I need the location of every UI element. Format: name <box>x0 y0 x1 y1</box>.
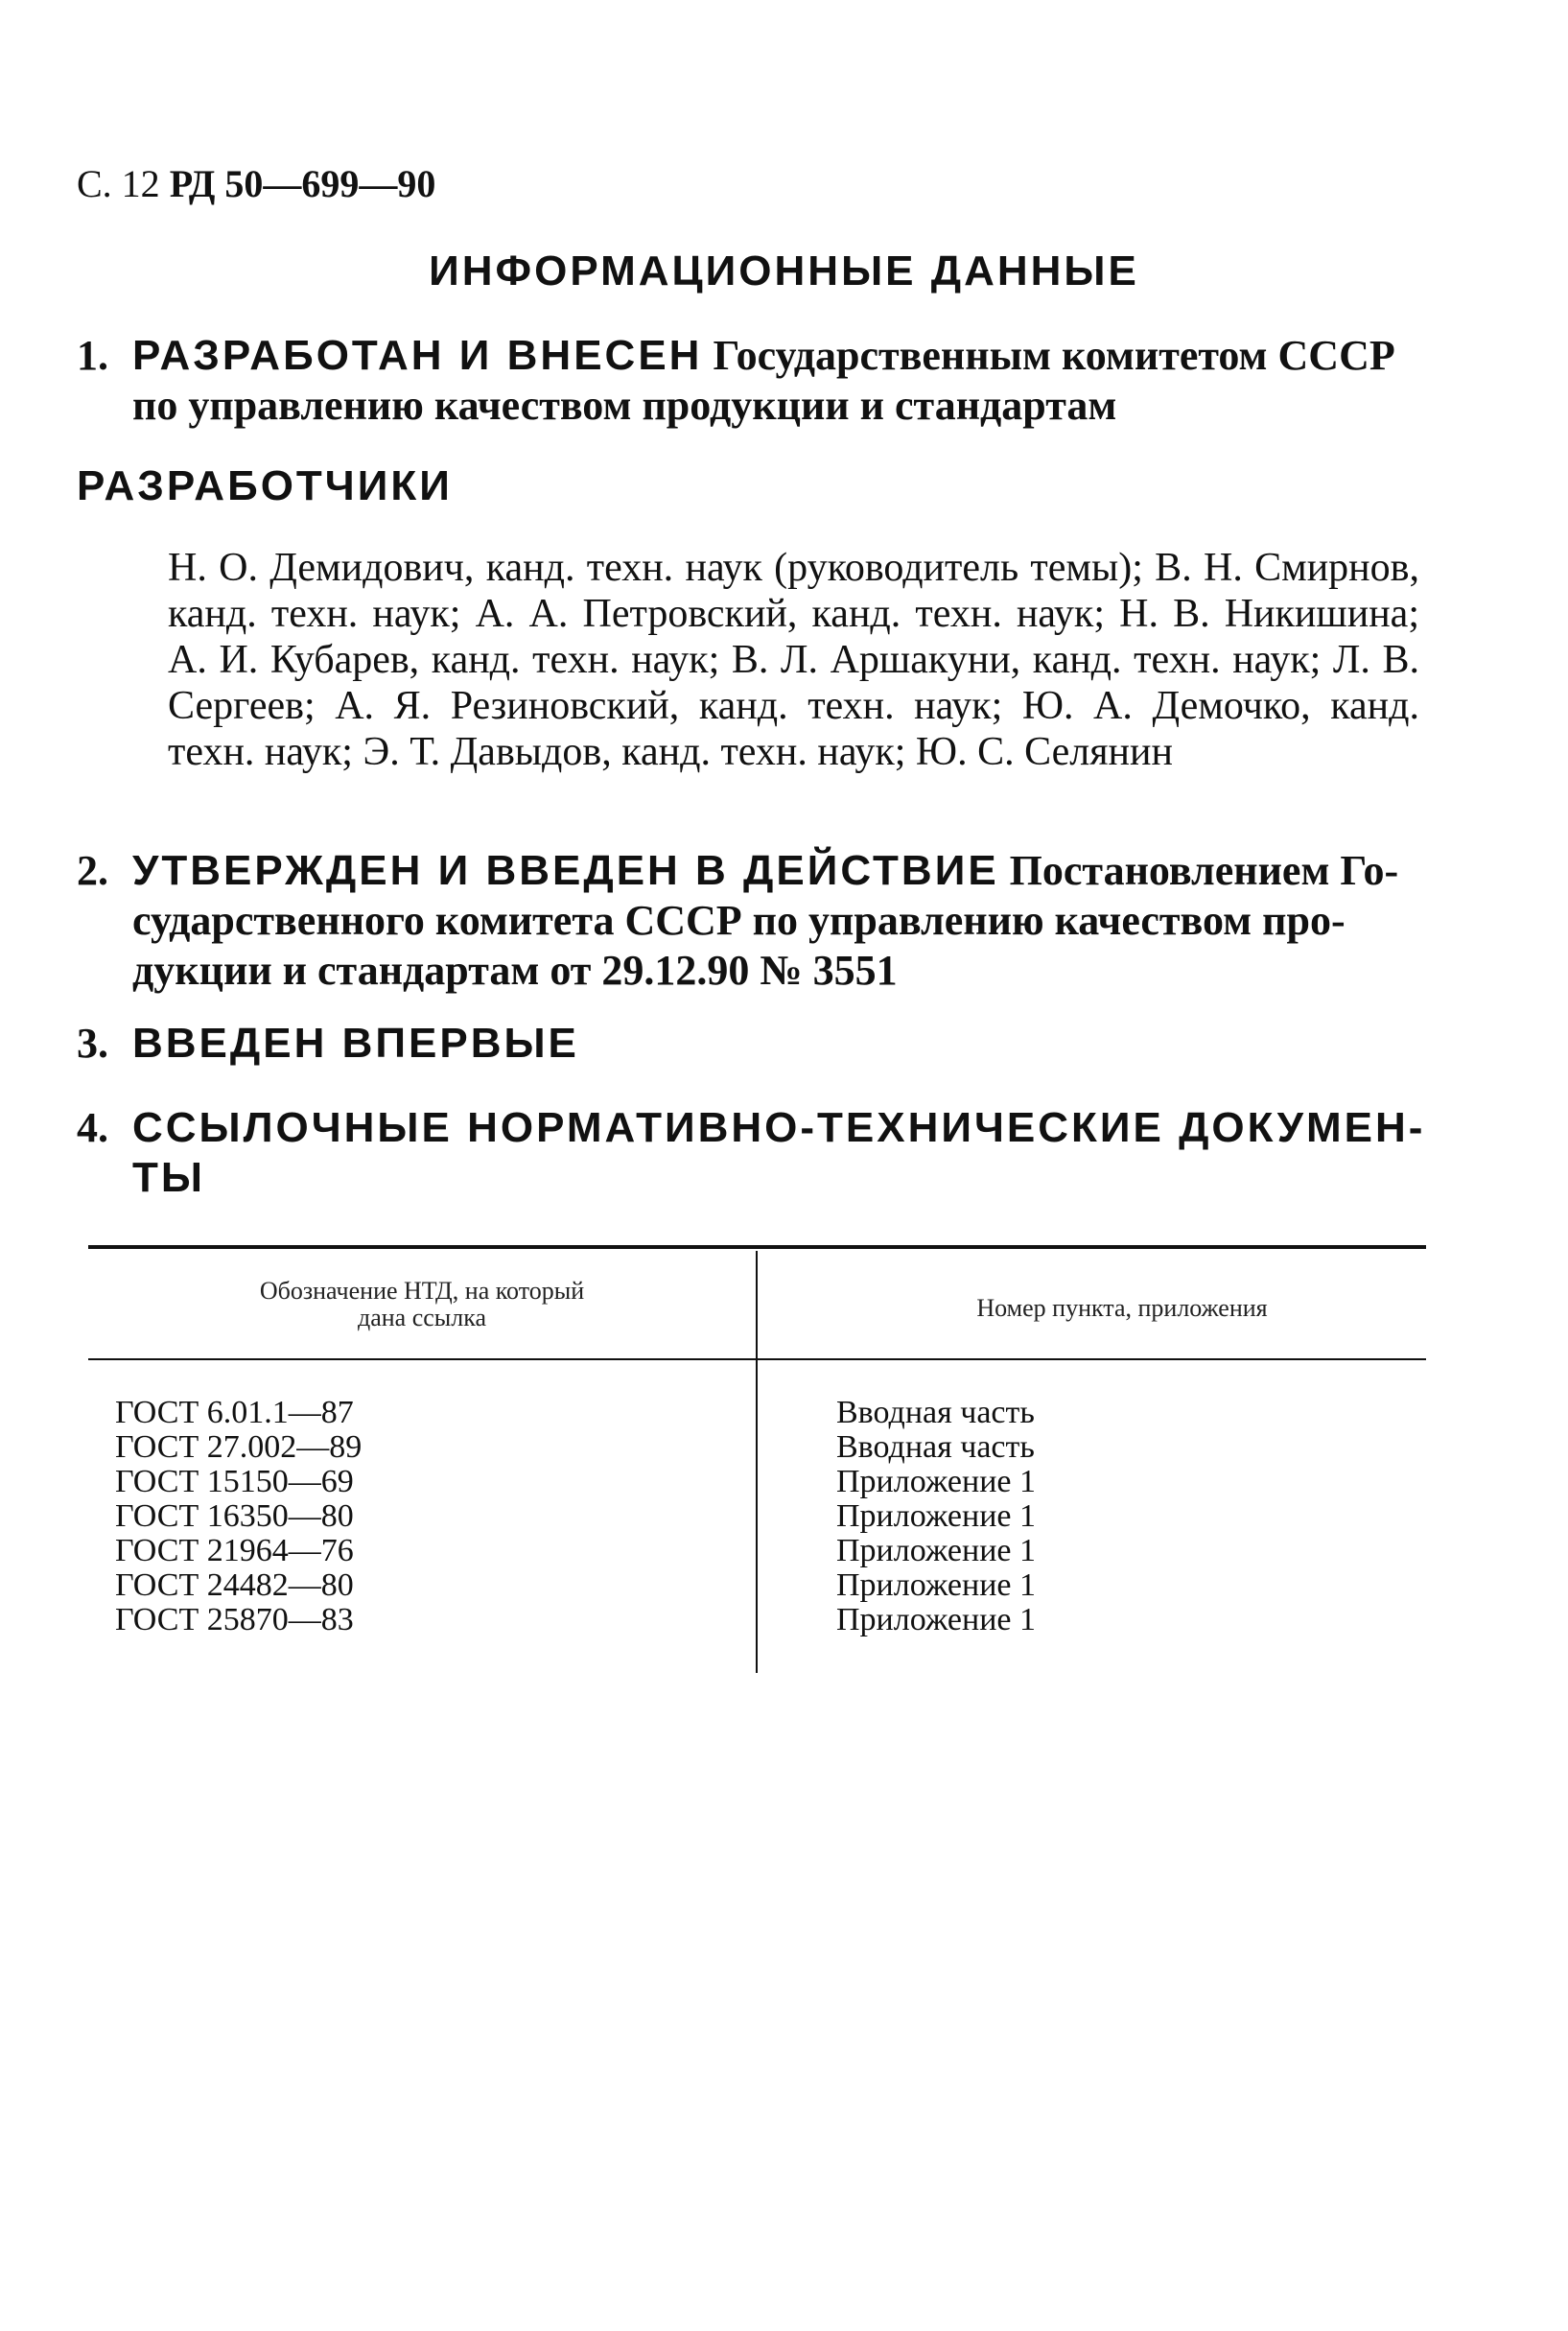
section-2-line3: дукции и стандартам от 29.12.90 № 3551 <box>132 947 898 994</box>
section-2-line2: сударственного комитета СССР по управлению качеством про- <box>132 897 1346 944</box>
table-row-ref: Приложение 1 <box>836 1602 1036 1637</box>
section-3-caps: ВВЕДЕН ВПЕРВЫЕ <box>132 1020 579 1067</box>
section-1 <box>77 331 1439 431</box>
table-top-rule <box>88 1245 1426 1249</box>
table-row-doc: ГОСТ 25870—83 <box>115 1602 354 1637</box>
table-row-ref: Вводная часть <box>836 1429 1035 1465</box>
section-4-caps-line1: ССЫЛОЧНЫЕ НОРМАТИВНО-ТЕХНИЧЕСКИЕ ДОКУМЕН- <box>132 1104 1426 1151</box>
section-2 <box>77 846 1439 996</box>
section-1-number: 1. <box>77 332 108 379</box>
table-row-doc: ГОСТ 24482—80 <box>115 1567 354 1603</box>
document-code: РД 50—699—90 <box>169 162 436 205</box>
table-column-divider <box>756 1251 758 1673</box>
section-1-text: Государственным комитетом СССР <box>702 332 1395 379</box>
table-col2-header: Номер пункта, приложения <box>976 1294 1268 1322</box>
table-row-doc: ГОСТ 16350—80 <box>115 1498 354 1534</box>
section-2-number: 2. <box>77 847 108 894</box>
section-4-number: 4. <box>77 1104 108 1151</box>
section-3 <box>77 1019 1439 1069</box>
section-1-caps: РАЗРАБОТАН И ВНЕСЕН <box>132 332 703 379</box>
section-2-line1: Постановлением Го- <box>998 847 1399 894</box>
page-number: С. 12 <box>77 162 160 205</box>
developers-list: Н. О. Демидович, канд. техн. наук (руководитель темы); В. Н. Смирнов, канд. техн. наук; А. А. Петровский, канд. техн. наук; Н. В. Никишина; А. И. Кубарев, канд. техн. наук; В. Л. Аршакуни, канд. техн. наук; Л. В. Сергеев; А. Я. Резиновский, канд. техн. наук; Ю. А. Демочко, канд. техн. наук; Э. Т. Давыдов, канд. техн. наук; Ю. С. Селянин <box>168 546 1419 774</box>
table-col1-values <box>115 1396 690 1637</box>
table-row-doc: ГОСТ 27.002—89 <box>115 1429 363 1465</box>
page-header <box>77 161 435 206</box>
developers-heading: РАЗРАБОТЧИКИ <box>77 462 453 509</box>
section-2-caps: УТВЕРЖДЕН И ВВЕДЕН В ДЕЙСТВИЕ <box>132 847 999 894</box>
table-col2-values <box>836 1396 1316 1637</box>
page-title: ИНФОРМАЦИОННЫЕ ДАННЫЕ <box>429 247 1139 294</box>
table-col1-header: Обозначение НТД, на который дана ссылка <box>259 1277 585 1331</box>
table-row-doc: ГОСТ 15150—69 <box>115 1464 354 1499</box>
table-row-ref: Приложение 1 <box>836 1533 1036 1568</box>
section-4 <box>77 1103 1439 1203</box>
section-1-text-line2: по управлению качеством продукции и стандартам <box>132 382 1117 429</box>
table-row-ref: Приложение 1 <box>836 1567 1036 1603</box>
table-row-ref: Приложение 1 <box>836 1498 1036 1534</box>
section-4-caps-line2: ТЫ <box>132 1154 205 1201</box>
table-row-ref: Вводная часть <box>836 1395 1035 1430</box>
table-row-doc: ГОСТ 6.01.1—87 <box>115 1395 354 1430</box>
table-row-doc: ГОСТ 21964—76 <box>115 1533 354 1568</box>
table-row-ref: Приложение 1 <box>836 1464 1036 1499</box>
section-3-number: 3. <box>77 1020 108 1067</box>
